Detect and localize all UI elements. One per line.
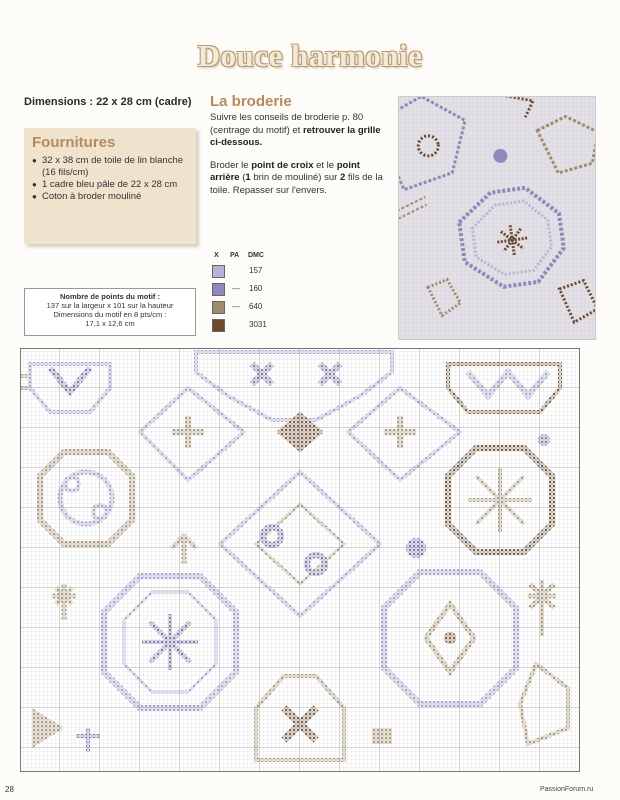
supplies-heading: Fournitures bbox=[32, 134, 116, 151]
legend-row bbox=[212, 298, 302, 316]
text-run: brin de mouliné) sur bbox=[250, 172, 340, 183]
page-number: 28 bbox=[5, 785, 14, 794]
color-swatch bbox=[212, 265, 225, 278]
dimensions-text: Dimensions : 22 x 28 cm (cadre) bbox=[24, 96, 192, 108]
dmc-code: 640 bbox=[249, 302, 263, 311]
stitch-count-line: 17,1 x 12,6 cm bbox=[85, 319, 135, 328]
backstitch-mark: — bbox=[232, 284, 240, 293]
watermark: PassionForum.ru bbox=[540, 786, 594, 793]
supply-item: ● Coton à broder mouliné bbox=[32, 191, 188, 203]
color-swatch bbox=[212, 283, 225, 296]
stitch-count-title: Nombre de points du motif : bbox=[60, 292, 160, 301]
stitch-count-line: Dimensions du motif en 8 pts/cm : bbox=[53, 310, 167, 319]
embroidery-photo bbox=[398, 96, 596, 340]
text-run-bold: 1 bbox=[245, 172, 251, 183]
cross-stitch-chart bbox=[20, 348, 580, 772]
supply-item: ● 32 x 38 cm de toile de lin blanche (16 fils/cm) bbox=[32, 155, 188, 179]
embroidery-heading: La broderie bbox=[210, 93, 292, 110]
text-run: et le bbox=[313, 159, 337, 171]
embroidery-section bbox=[210, 93, 390, 207]
stitch-count-box bbox=[24, 288, 196, 336]
text-run: fils de la toile. Repasser sur l'envers. bbox=[210, 172, 383, 196]
legend-row bbox=[212, 280, 302, 298]
supplies-box bbox=[24, 128, 196, 244]
legend-header-x: X bbox=[214, 252, 219, 259]
stitch-count-line: 137 sur la largeur x 101 sur la hauteur bbox=[46, 301, 174, 310]
embroidery-paragraph-1 bbox=[210, 112, 390, 150]
color-swatch bbox=[212, 319, 225, 332]
text-run-bold: 2 bbox=[339, 172, 346, 183]
legend-header-dmc: DMC bbox=[248, 252, 264, 259]
supplies-list bbox=[24, 155, 196, 203]
dmc-code: 160 bbox=[249, 284, 263, 293]
embroidery-photo-illustration bbox=[399, 97, 595, 339]
dmc-code: 157 bbox=[249, 266, 263, 275]
text-run: Suivre les conseils de broderie p. 80 (centrage du motif) et bbox=[210, 112, 364, 136]
page-title: Douce harmonie bbox=[197, 38, 423, 73]
text-run: ( bbox=[239, 172, 246, 183]
text-run-bold: point arrière bbox=[210, 159, 360, 183]
legend-header bbox=[212, 252, 302, 262]
embroidery-paragraph-2 bbox=[210, 160, 390, 198]
dmc-code: 3031 bbox=[249, 320, 267, 329]
legend-row bbox=[212, 316, 302, 334]
backstitch-mark: — bbox=[232, 302, 240, 311]
color-swatch bbox=[212, 301, 225, 314]
legend-header-pa: PA bbox=[230, 252, 240, 259]
text-run-bold: point de croix bbox=[251, 159, 314, 171]
cross-stitch-grid bbox=[20, 348, 580, 772]
text-run: Broder le bbox=[210, 159, 252, 171]
supply-item: ● 1 cadre bleu pâle de 22 x 28 cm bbox=[32, 179, 188, 191]
legend-row bbox=[212, 262, 302, 280]
text-run-bold: retrouver la grille ci-dessous. bbox=[210, 124, 381, 148]
thread-legend bbox=[212, 252, 302, 334]
